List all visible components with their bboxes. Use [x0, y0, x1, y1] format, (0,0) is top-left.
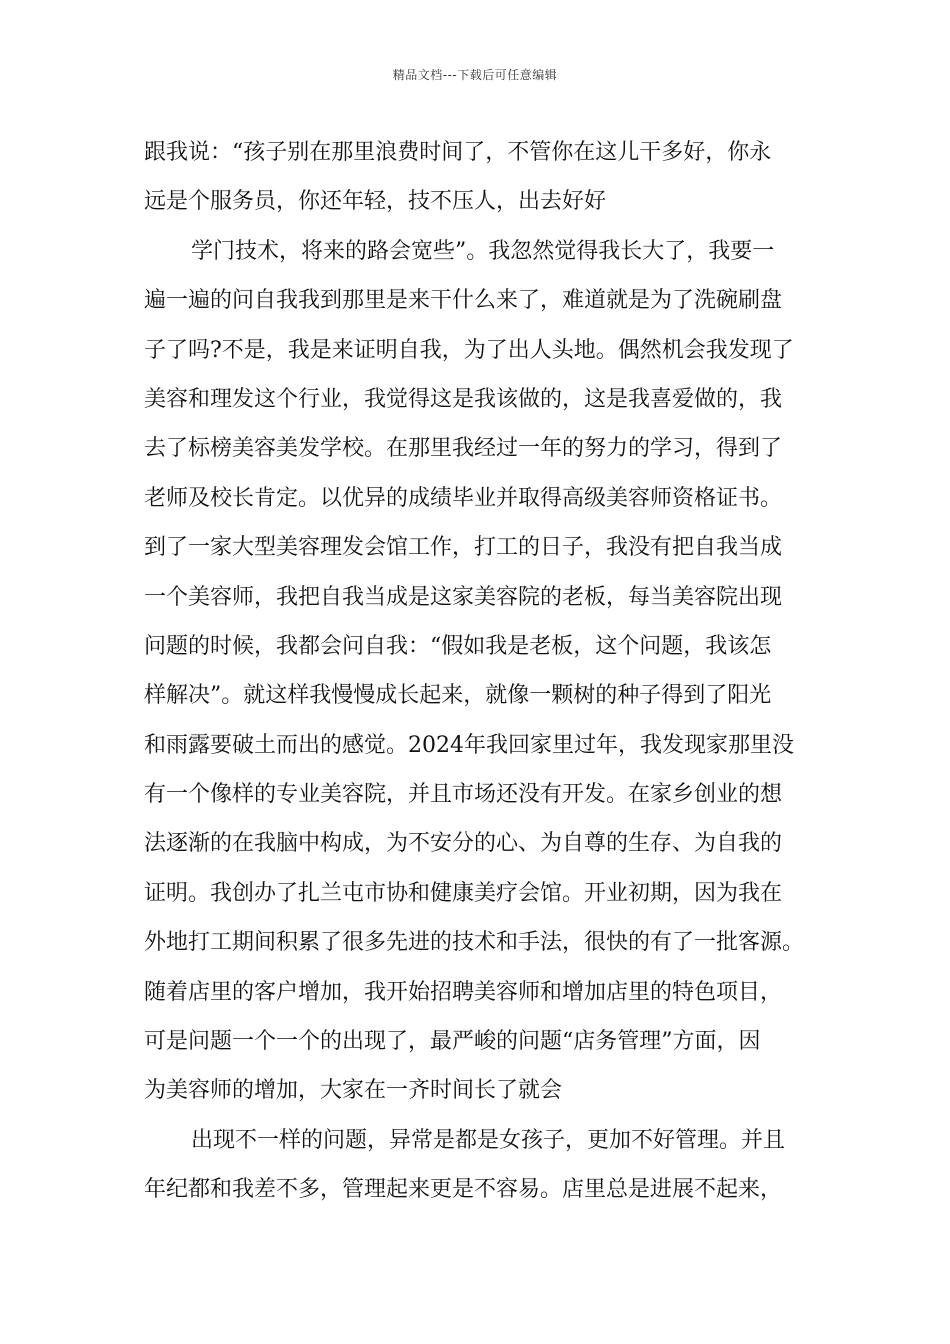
text-line: 子了吗?不是，我是来证明自我，为了出人头地。偶然机会我发现了: [144, 337, 794, 363]
text-line: 外地打工期间积累了很多先进的技术和手法，很快的有了一批客源。: [144, 930, 805, 956]
text-line: 年纪都和我差不多，管理起来更是不容易。店里总是进展不起来，: [144, 1177, 783, 1203]
text-line: 学门技术，将来的路会宽些”。我忽然觉得我长大了，我要一: [191, 238, 775, 264]
page-header: 精品文档---下载后可任意编辑: [392, 68, 558, 82]
text-line: 老师及校长肯定。以优异的成绩毕业并取得高级美容师资格证书。: [144, 485, 783, 511]
document-body: [144, 128, 824, 1215]
paragraph-2: [144, 227, 824, 1116]
text-line: 证明。我创办了扎兰屯市协和健康美疗会馆。开业初期，因为我在: [144, 880, 783, 906]
text-line: 出现不一样的问题，异常是都是女孩子，更加不好管理。并且: [191, 1127, 786, 1153]
text-line: 和雨露要破土而出的感觉。2024年我回家里过年，我发现家那里没: [144, 732, 794, 758]
text-line: 远是个服务员，你还年轻，技不压人，出去好好: [144, 189, 607, 215]
text-line: 可是问题一个一个的出现了，最严峻的问题“店务管理”方面，因: [144, 1029, 761, 1055]
paragraph-1: [144, 128, 824, 227]
text-line: 随着店里的客户增加，我开始招聘美容师和增加店里的特色项目，: [144, 979, 783, 1005]
text-line: 有一个像样的专业美容院，并且市场还没有开发。在家乡创业的想: [144, 782, 783, 808]
text-line: 样解决”。就这样我慢慢成长起来，就像一颗树的种子得到了阳光: [144, 683, 772, 709]
text-line: 到了一家大型美容理发会馆工作，打工的日子，我没有把自我当成: [144, 535, 783, 561]
paragraph-3: [144, 1116, 824, 1215]
text-line: 去了标榜美容美发学校。在那里我经过一年的努力的学习，得到了: [144, 436, 783, 462]
text-line: 跟我说：“孩子别在那里浪费时间了，不管你在这儿干多好，你永: [144, 140, 772, 165]
text-line: 为美容师的增加，大家在一齐时间长了就会: [144, 1078, 563, 1104]
text-line: 法逐渐的在我脑中构成，为不安分的心、为自尊的生存、为自我的: [144, 831, 783, 857]
text-line: 问题的时候，我都会问自我：“假如我是老板，这个问题，我该怎: [144, 633, 772, 659]
text-line: 美容和理发这个行业，我觉得这是我该做的，这是我喜爱做的，我: [144, 386, 783, 412]
text-line: 遍一遍的问自我我到那里是来干什么来了，难道就是为了洗碗刷盘: [144, 288, 783, 314]
text-line: 一个美容师，我把自我当成是这家美容院的老板，每当美容院出现: [144, 584, 783, 610]
